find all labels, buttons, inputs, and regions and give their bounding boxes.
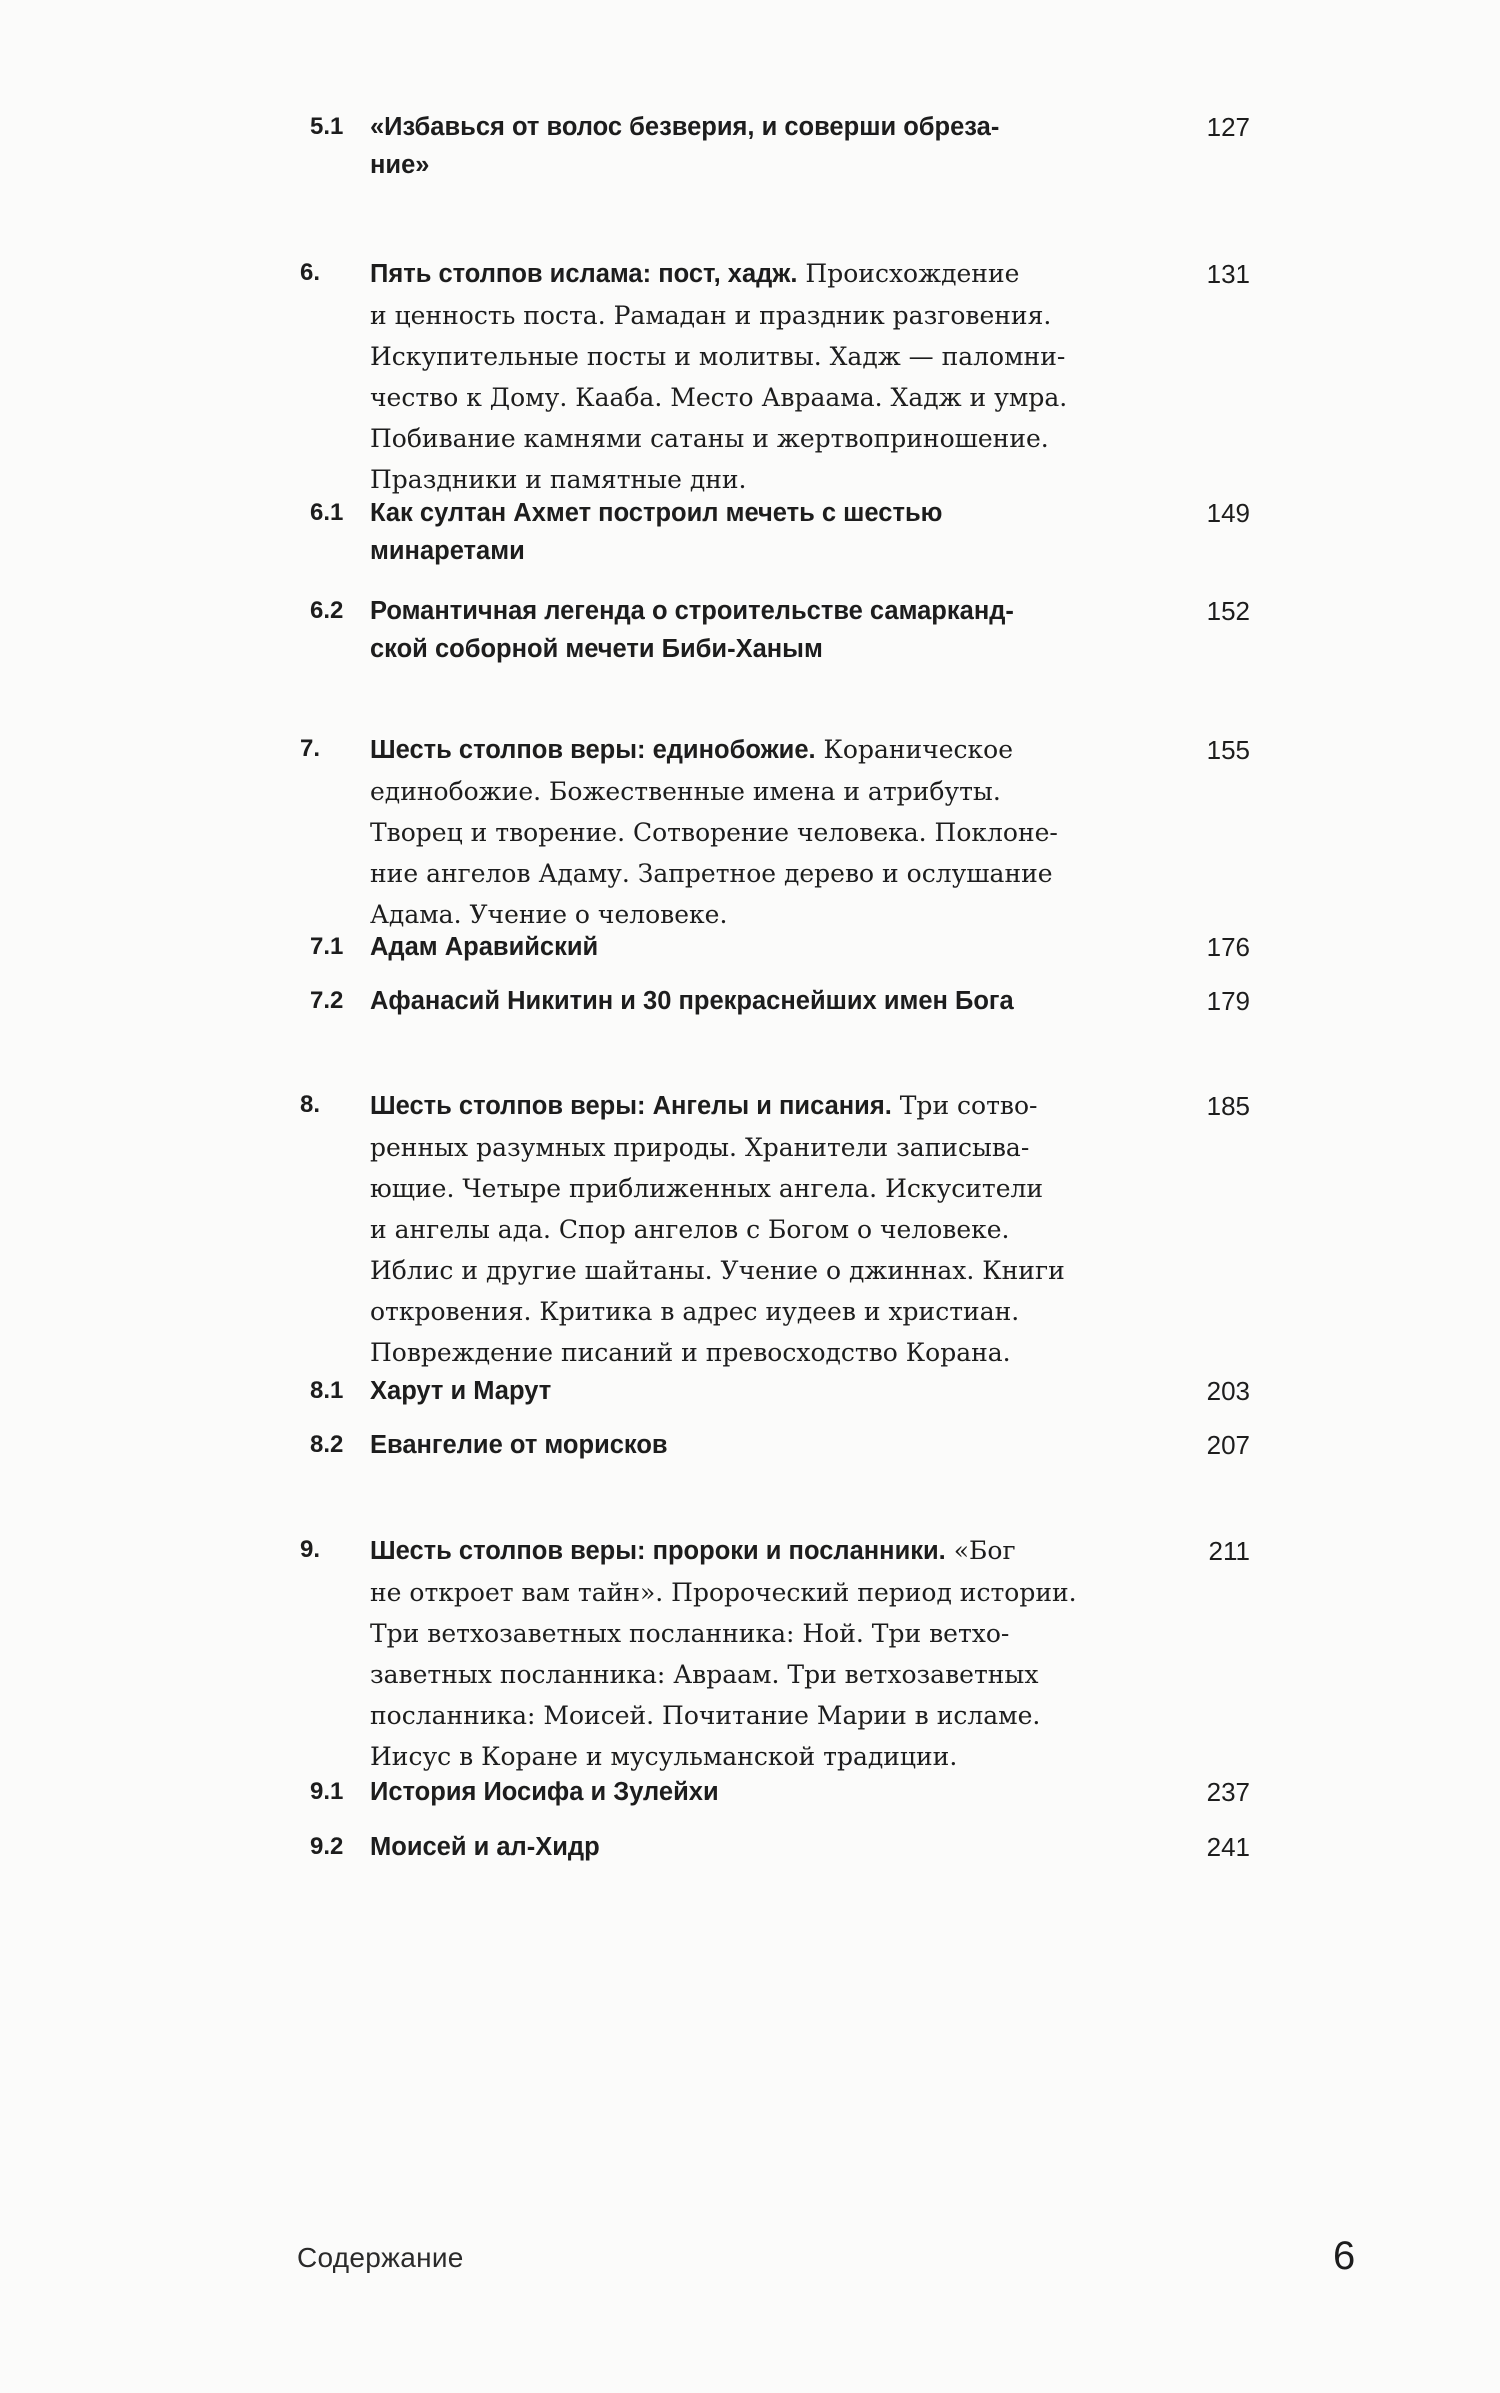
toc-entry-line: ющие. Четыре приближенных ангела. Искусители	[370, 1174, 1044, 1203]
toc-entry-title	[370, 592, 1100, 668]
toc-entry-page: 179	[1206, 986, 1250, 1016]
toc-entry-page: 241	[1206, 1832, 1250, 1862]
toc-entry-line: ние»	[370, 151, 430, 179]
toc-entry-line: не откроет вам тайн». Пророческий период истории.	[370, 1578, 1077, 1607]
toc-entry-number: 7.	[300, 735, 321, 762]
toc-entry-line: единобожие. Божественные имена и атрибуты.	[370, 777, 1001, 806]
page-number: 6	[1333, 2234, 1356, 2278]
toc-entry-line: и ангелы ада. Спор ангелов с Богом о человеке.	[370, 1215, 1010, 1244]
toc-entry-line: ской соборной мечети Биби-Ханым	[370, 635, 823, 663]
toc-entry-line: посланника: Моисей. Почитание Марии в исламе.	[370, 1701, 1041, 1730]
toc-entry-line: ние ангелов Адаму. Запретное дерево и ослушание	[370, 859, 1053, 888]
toc-entry-first-line	[370, 1085, 1100, 1127]
toc-entry-first-line	[370, 253, 1100, 295]
toc-entry-line: Повреждение писаний и превосходство Корана.	[370, 1338, 1011, 1367]
toc-entry-page: 149	[1206, 498, 1250, 528]
toc-entry-line: Моисей и ал-Хидр	[370, 1833, 600, 1861]
toc-entry-title	[370, 1530, 1100, 1777]
toc-entry-page: 152	[1206, 596, 1250, 626]
toc-entry-page: 185	[1206, 1091, 1250, 1121]
toc-entry-line: заветных посланника: Авраам. Три ветхозаветных	[370, 1660, 1039, 1689]
toc-entry-line: Евангелие от морисков	[370, 1431, 668, 1459]
toc-entry-first-line	[370, 1530, 1100, 1572]
toc-entry-line: чество к Дому. Кааба. Место Авраама. Хадж и умра.	[370, 383, 1068, 412]
toc-entry-line: Харут и Марут	[370, 1377, 552, 1405]
toc-entry-title	[370, 729, 1100, 935]
toc-entry-line: минаретами	[370, 537, 525, 565]
toc-entry-number: 7.1	[310, 933, 344, 960]
toc-entry-number: 6.1	[310, 499, 344, 526]
toc-entry-line: Адам Аравийский	[370, 933, 599, 961]
toc-entry-number: 6.	[300, 259, 321, 286]
toc-entry-number: 7.2	[310, 987, 344, 1014]
toc-entry-line: Иисус в Коране и мусульманской традиции.	[370, 1742, 958, 1771]
toc-entry-line: и ценность поста. Рамадан и праздник разговения.	[370, 301, 1052, 330]
toc-entry-line: откровения. Критика в адрес иудеев и христиан.	[370, 1297, 1020, 1326]
toc-entry-description: Происхождение	[797, 259, 1020, 288]
toc-entry-line: Адама. Учение о человеке.	[370, 900, 728, 929]
toc-entry-heading: Шесть столпов веры: единобожие.	[370, 736, 816, 764]
toc-entry-number: 5.1	[310, 113, 344, 140]
toc-entry-number: 8.	[300, 1091, 321, 1118]
toc-entry-heading: Шесть столпов веры: Ангелы и писания.	[370, 1092, 892, 1120]
toc-entry-page: 203	[1206, 1376, 1250, 1406]
toc-entry-line: Искупительные посты и молитвы. Хадж — паломни-	[370, 342, 1066, 371]
toc-entry-page: 127	[1206, 112, 1250, 142]
toc-entry-title	[370, 1372, 1100, 1410]
toc-entry-heading: Шесть столпов веры: пророки и посланники.	[370, 1537, 946, 1565]
toc-entry-number: 9.2	[310, 1833, 344, 1860]
toc-entry-line: Три ветхозаветных посланника: Ной. Три ветхо-	[370, 1619, 1010, 1648]
toc-entry-line: Иблис и другие шайтаны. Учение о джиннах. Книги	[370, 1256, 1065, 1285]
toc-entry-title	[370, 1085, 1100, 1373]
toc-entry-description: Три сотво-	[891, 1091, 1038, 1120]
toc-entry-title	[370, 1828, 1100, 1866]
toc-entry-page: 155	[1206, 735, 1250, 765]
toc-entry-line: Праздники и памятные дни.	[370, 465, 747, 494]
toc-entry-title	[370, 928, 1100, 966]
toc-entry-number: 9.1	[310, 1778, 344, 1805]
toc-entry-number: 9.	[300, 1536, 321, 1563]
running-footer-title: Содержание	[297, 2242, 464, 2273]
toc-entry-description: Кораническое	[815, 735, 1013, 764]
toc-entry-line: Побивание камнями сатаны и жертвоприношение.	[370, 424, 1049, 453]
toc-entry-title	[370, 108, 1100, 184]
toc-entry-number: 8.2	[310, 1431, 344, 1458]
toc-entry-line: Творец и творение. Сотворение человека. Поклоне-	[370, 818, 1058, 847]
toc-entry-number: 8.1	[310, 1377, 344, 1404]
toc-entry-heading: Пять столпов ислама: пост, хадж.	[370, 260, 798, 288]
toc-entry-line: «Избавься от волос безверия, и соверши обреза-	[370, 113, 1000, 141]
toc-entry-line: Афанасий Никитин и 30 прекраснейших имен Бога	[370, 987, 1014, 1015]
toc-entry-title	[370, 253, 1100, 500]
toc-entry-number: 6.2	[310, 597, 344, 624]
toc-entry-page: 176	[1206, 932, 1250, 962]
toc-entry-title	[370, 1773, 1100, 1811]
toc-entry-title	[370, 982, 1100, 1020]
toc-entry-description: «Бог	[945, 1536, 1016, 1565]
toc-entry-page: 131	[1206, 259, 1250, 289]
toc-entry-page: 237	[1206, 1777, 1250, 1807]
toc-entry-line: Как султан Ахмет построил мечеть с шестью	[370, 499, 943, 527]
toc-entry-page: 207	[1206, 1430, 1250, 1460]
toc-entry-line: Романтичная легенда о строительстве самарканд-	[370, 597, 1014, 625]
toc-entry-title	[370, 494, 1100, 570]
toc-entry-page: 211	[1208, 1536, 1250, 1566]
toc-entry-title	[370, 1426, 1100, 1464]
toc-entry-line: История Иосифа и Зулейхи	[370, 1778, 719, 1806]
toc-entry-first-line	[370, 729, 1100, 771]
toc-entry-line: ренных разумных природы. Хранители записыва-	[370, 1133, 1030, 1162]
